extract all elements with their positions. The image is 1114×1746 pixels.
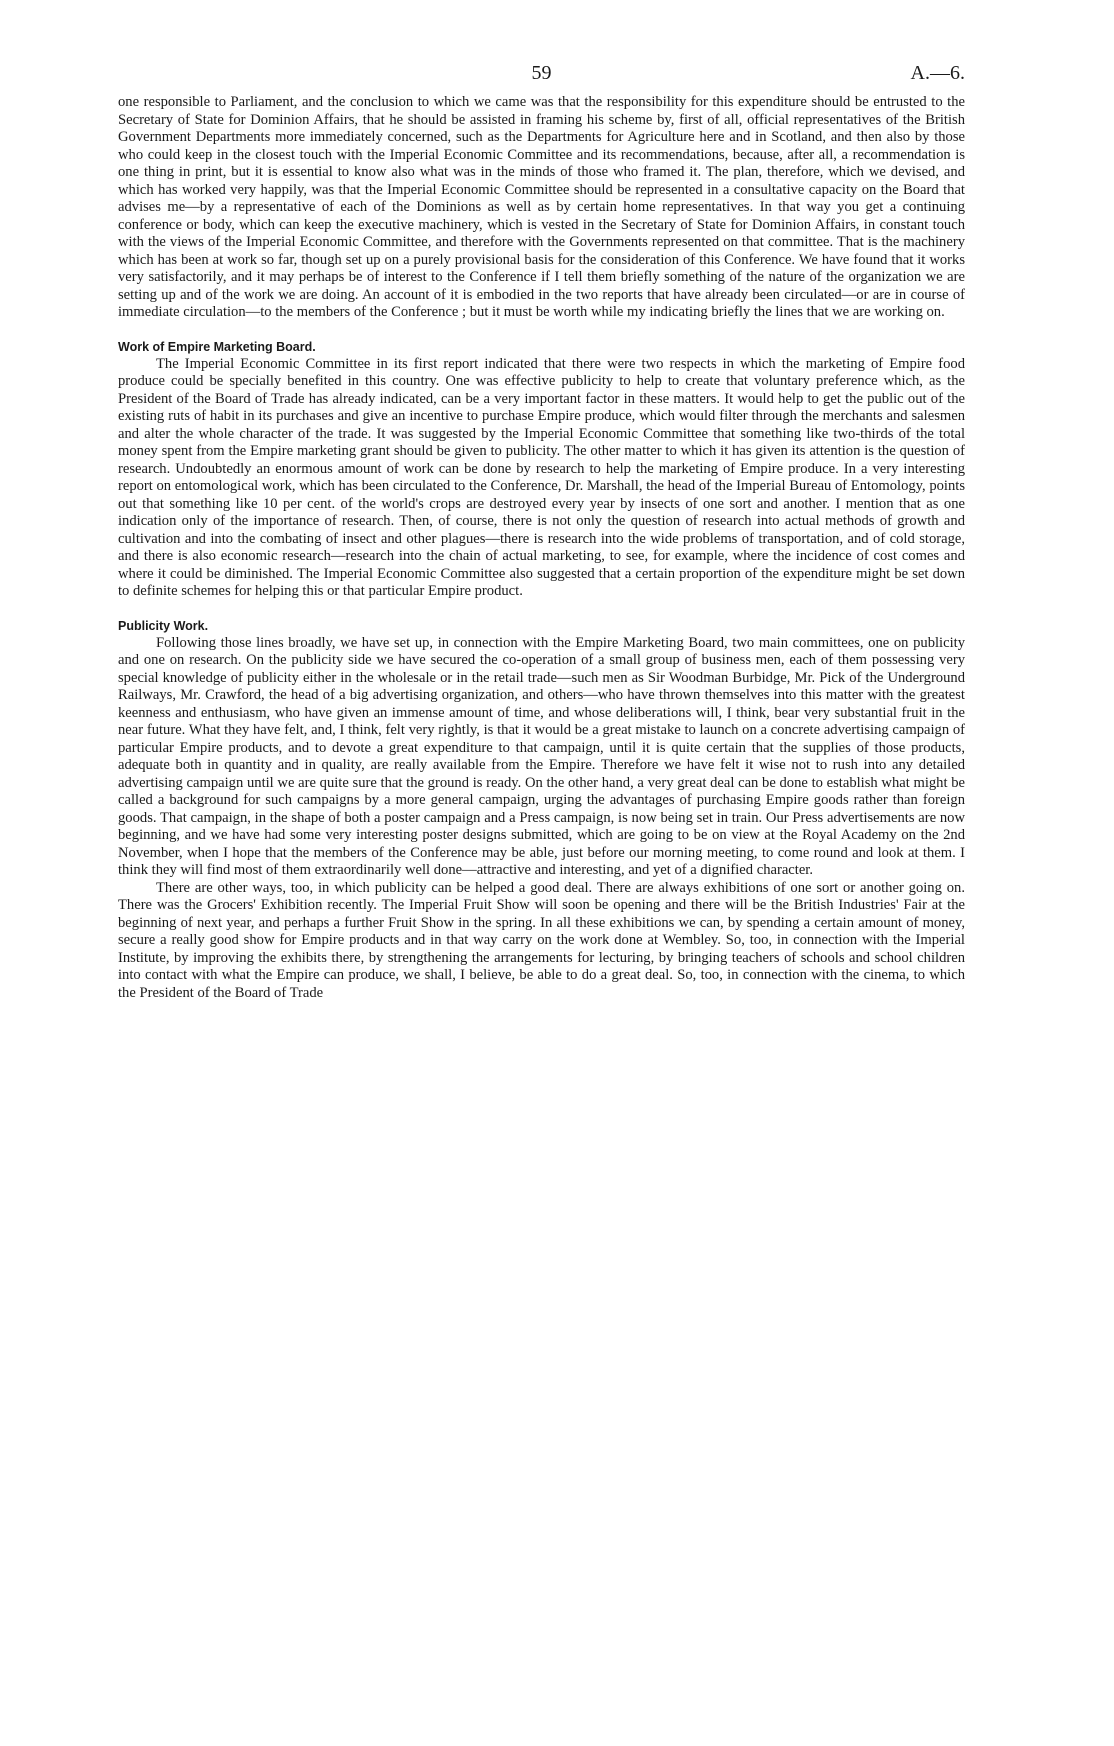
page-number: 59 — [531, 62, 552, 84]
section2-paragraph-1: Following those lines broadly, we have set up, in connection with the Empire Marketing Board, two main committees, one on publicity and one on research. On the publicity side we have secured the co-operation of a small group of business men, each of them possessing very special knowledge of publicity either in the wholesale or in the retail trade—such men as Sir Woodman Burbidge, Mr. Pick of the Underground Railways, Mr. Crawford, the head of a big advertising organization, and others—who have thrown themselves into this matter with the greatest keenness and enthusiasm, who have given an immense amount of time, and whose deliberations will, I think, bear very substantial fruit in the near future. What they have felt, and, I think, felt very rightly, is that it would be a great mistake to launch on a concrete advertising campaign of particular Empire products, and to devote a great expenditure to that campaign, until it is quite certain that the supplies of those products, adequate both in quantity and in quality, are really available from the Empire. Therefore we have felt it wise not to rush into any detailed advertising campaign until we are quite sure that the ground is ready. On the other hand, a very great deal can be done to establish what might be called a background for such campaigns by a more general campaign, urging the advantages of purchasing Empire goods rather than foreign goods. That campaign, in the shape of both a poster campaign and a Press campaign, is now being set in train. Our Press advertisements are now beginning, and we have had some very interesting poster designs submitted, which are going to be on view at the Royal Academy on the 2nd November, when I hope that the members of the Conference may be able, just before our morning meeting, to come round and look at them. I think they will find most of them extraordinarily well done—attractive and interesting, and yet of a dignified character. — [118, 634, 965, 878]
section2-paragraph-2: There are other ways, too, in which publicity can be helped a good deal. There are always exhibitions of one sort or another going on. There was the Grocers' Exhibition recently. The Imperial Fruit Show will soon be opening and there will be the British Industries' Fair at the beginning of next year, and perhaps a further Fruit Show in the spring. In all these exhibitions we can, by spending a certain amount of money, secure a really good show for Empire products and in that way carry on the work done at Wembley. So, too, in connection with the Imperial Institute, by improving the exhibits there, by strengthening the arrangements for lecturing, by bringing teachers of schools and school children into contact with what the Empire can produce, we shall, I believe, be able to do a great deal. So, too, in connection with the cinema, to which the President of the Board of Trade — [118, 879, 965, 1001]
section-heading-publicity-work: Publicity Work. — [118, 618, 209, 633]
page-header — [118, 62, 965, 94]
intro-paragraph: one responsible to Parliament, and the conclusion to which we came was that the responsibility for this expenditure should be entrusted to the Secretary of State for Dominion Affairs, that he should be assisted in framing his scheme by, first of all, official representatives of the British Government Departments more immediately concerned, such as the Departments for Agriculture here and in Scotland, and then also by those who could keep in the closest touch with the Imperial Economic Committee and its recommendations, because, after all, a recommendation is one thing in print, but it is essential to know also what was in the minds of those who framed it. The plan, therefore, which we devised, and which has worked very happily, was that the Imperial Economic Committee should be represented in a consultative capacity on the Board that advises me—by a representative of each of the Dominions as well as by certain home representatives. In that way you get a continuing conference or body, which can keep the executive machinery, which is vested in the Secretary of State for Dominion Affairs, in constant touch with the views of the Imperial Economic Committee, and therefore with the Governments represented on that committee. That is the machinery which has been at work so far, though set up on a purely provisional basis for the consideration of this Conference. We have found that it works very satisfactorily, and it may perhaps be of interest to the Conference if I tell them briefly something of the nature of the organization we are setting up and of the work we are doing. An account of it is embodied in the two reports that have already been circulated—or are in course of immediate circulation—to the members of the Conference ; but it must be worth while my indicating briefly the lines that we are working on. — [118, 94, 965, 320]
document-page — [118, 62, 965, 1002]
document-reference: A.—6. — [910, 62, 965, 84]
section-heading-empire-marketing-board: Work of Empire Marketing Board. — [118, 339, 316, 354]
section1-paragraph: The Imperial Economic Committee in its first report indicated that there were two respects in which the marketing of Empire food produce could be specially benefited in this country. One was effective publicity to help to create that voluntary preference which, as the President of the Board of Trade has already indicated, can be a very important factor in these matters. It would help to get the public out of the existing ruts of habit in its purchases and give an incentive to purchase Empire produce, which would filter through the merchants and salesmen and alter the whole character of the trade. It was suggested by the Imperial Economic Committee that something like two-thirds of the total money spent from the Empire marketing grant should be given to publicity. The other matter to which it has given its attention is the question of research. Undoubtedly an enormous amount of work can be done by research to help the marketing of Empire produce. In a very interesting report on entomological work, which has been circulated to the Conference, Dr. Marshall, the head of the Imperial Bureau of Entomology, points out that something like 10 per cent. of the world's crops are destroyed every year by insects of one sort and another. I mention that as one indication only of the importance of research. Then, of course, there is not only the question of research into actual methods of growth and cultivation and into the combating of insect and other plagues—there is research into the wide problems of transportation, and of cold storage, and there is also economic research—research into the chain of actual marketing, to see, for example, where the incidence of cost comes and where it could be diminished. The Imperial Economic Committee also suggested that a certain proportion of the expenditure might be set down to definite schemes for helping this or that particular Empire product. — [118, 355, 965, 599]
